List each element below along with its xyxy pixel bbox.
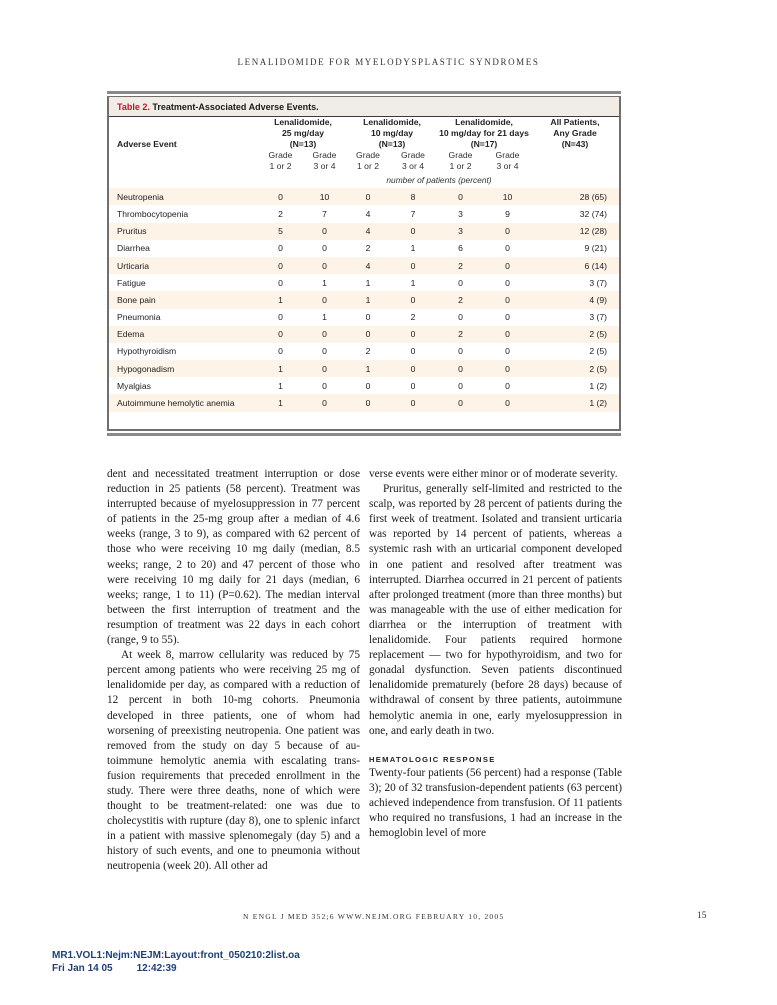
grade-line: Grade (356, 150, 380, 160)
count-cell: 0 (259, 257, 302, 274)
table-body (109, 188, 619, 429)
table-row (109, 309, 619, 326)
all-patients-cell: 1 (2) (531, 394, 619, 411)
table-grid (109, 117, 619, 429)
grade-header (437, 150, 484, 171)
count-cell: 0 (302, 394, 347, 411)
count-cell: 0 (259, 188, 302, 205)
table-bottom-rule (107, 433, 621, 436)
adverse-event-name: Hypothyroidism (117, 346, 177, 357)
group-line: 10 mg/day (370, 128, 414, 138)
adverse-events-table (107, 91, 621, 436)
grade-line: 1 or 2 (357, 160, 379, 171)
count-cell: 0 (484, 326, 531, 343)
adverse-event-name: Edema (109, 326, 259, 343)
all-patients-cell: 4 (9) (531, 291, 619, 308)
table-row (109, 188, 619, 205)
group-line: 10 mg/day for 21 days (439, 128, 529, 138)
blank-cell (109, 171, 259, 188)
count-cell: 1 (322, 277, 327, 288)
all-patients-cell: 28 (65) (531, 188, 619, 205)
table-top-rule (107, 91, 621, 94)
table-row (109, 343, 619, 360)
table-caption (109, 97, 619, 117)
count-cell: 0 (389, 326, 437, 343)
count-cell: 1 (259, 360, 302, 377)
count-cell: 0 (484, 360, 531, 377)
adverse-event-name: Neutropenia (109, 188, 259, 205)
count-cell: 1 (278, 380, 283, 391)
column-header-group-25mg (259, 117, 347, 150)
column-header-all-patients (531, 117, 619, 150)
slug-time: 12:42:39 (136, 963, 177, 974)
count-cell: 0 (458, 380, 463, 391)
count-cell: 0 (505, 312, 510, 323)
count-cell: 1 (347, 291, 389, 308)
count-cell: 0 (365, 380, 371, 391)
count-cell: 0 (389, 291, 437, 308)
table-row (109, 394, 619, 411)
blank-cell (531, 150, 619, 171)
count-cell: 0 (389, 360, 437, 377)
count-cell: 0 (389, 394, 437, 411)
slug-path: MR1.VOL1:Nejm:NEJM:Layout:front_050210:2list.oa (52, 950, 300, 961)
adverse-event-name: Pneumonia (117, 312, 161, 323)
adverse-event-name: Myalgias (117, 380, 151, 391)
grade-line: Grade (495, 150, 520, 160)
unit-note: number of patients (percent) (386, 174, 492, 185)
count-cell: 0 (365, 312, 371, 323)
count-cell: 2 (278, 208, 283, 219)
production-slug (52, 949, 300, 975)
count-cell: 3 (437, 223, 484, 240)
blank-cell (109, 150, 259, 171)
count-cell: 1 (259, 394, 302, 411)
table-row (109, 240, 619, 257)
grade-line: 1 or 2 (269, 160, 292, 171)
count-cell: 0 (347, 394, 389, 411)
adverse-event-name: Fatigue (117, 277, 146, 288)
count-cell: 0 (389, 223, 437, 240)
paragraph: At week 8, marrow cellularity was reduced by 75 percent among patients who were receiving 25 mg of lenalidomide per day, as compared with a reduction of 12 percent in both 10-mg cohorts. Pneumonia developed in three patients, one of whom had worsening of preexisting neutropenia. One patient was removed from the study on day 5 because of autoimmune hemolytic anemia with escalating transfusion requirements that preceded enrollment in the study. There were three deaths, none of which were thought to be treatment-related: one was due to cholecystitis with rupture (day 8), one to splenic infarct in a patient with massive splenomegaly (day 5) and a history of such events, and one to pneumonia without neutropenia (week 20). All other ad (107, 649, 360, 873)
count-cell: 1 (410, 277, 416, 288)
grade-line: Grade (268, 150, 293, 160)
count-cell: 9 (505, 208, 510, 219)
count-cell: 0 (347, 326, 389, 343)
all-patients-cell: 3 (7) (589, 312, 607, 323)
count-cell: 0 (410, 346, 416, 357)
paragraph: Twenty-four patients (56 percent) had a response (Table 3); 20 of 32 transfusion-dependent patients (63 percent) achieved independence from transfusion. Of 11 patients who required no transfusions, 1 had an increase in the hemoglobin level of more (369, 766, 622, 840)
group-line: (N=13) (378, 139, 406, 149)
group-line: Lenalidomide, (363, 117, 421, 127)
group-line: All Patients, (550, 117, 600, 127)
count-cell: 6 (458, 243, 463, 254)
count-cell: 0 (278, 243, 283, 254)
count-cell: 0 (302, 223, 347, 240)
header-row-grades (109, 150, 619, 171)
count-cell: 0 (458, 277, 463, 288)
count-cell: 0 (458, 346, 463, 357)
adverse-event-name: Diarrhea (117, 243, 150, 254)
all-patients-cell: 6 (14) (531, 257, 619, 274)
count-cell: 2 (437, 326, 484, 343)
count-cell: 0 (259, 326, 302, 343)
count-cell: 1 (365, 277, 371, 288)
count-cell: 0 (437, 394, 484, 411)
paragraph: Pruritus, generally self-limited and restricted to the scalp, was reported by 28 percent of patients during the first week of treatment. Isolated and transient urticaria was reported by 14 percent of patients, whereas a systemic rash with an urticarial component developed in one patient and resolved after treatment was interrupted. Diarrhea occurred in 21 percent of patients after prolonged treatment (more than three months) but was manageable with the use of either medication for diarrhea or the interruption of treatment with lenalidomide. Four patients required hormone replacement — two for hypothyroidism, and two for gonadal dysfunction. Seven patients discontinued lenalidomide prematurely (before 28 days) because of withdrawal of consent by three patients, autoimmune hemolytic anemia in one, early myelosuppression in one, and early death in two. (369, 483, 622, 737)
count-cell: 4 (365, 208, 371, 219)
count-cell: 0 (437, 360, 484, 377)
all-patients-cell: 2 (5) (589, 346, 607, 357)
count-cell: 0 (484, 257, 531, 274)
paragraph: verse events were either minor or of moderate severity. (369, 468, 618, 480)
count-cell: 3 (458, 208, 463, 219)
count-cell: 0 (322, 243, 327, 254)
grade-header (259, 150, 302, 171)
slug-date: Fri Jan 14 05 (52, 963, 113, 974)
all-patients-cell: 32 (74) (579, 208, 607, 219)
group-line: 25 mg/day (281, 128, 325, 138)
count-cell: 0 (278, 312, 283, 323)
group-line: (N=13) (289, 139, 317, 149)
all-patients-cell: 3 (7) (589, 277, 607, 288)
count-cell: 4 (347, 223, 389, 240)
table-row (109, 291, 619, 308)
count-cell: 2 (437, 291, 484, 308)
grade-line: 3 or 4 (496, 160, 519, 171)
count-cell: 0 (278, 277, 283, 288)
all-patients-cell: 2 (5) (531, 326, 619, 343)
all-patients-cell: 2 (5) (531, 360, 619, 377)
count-cell: 7 (410, 208, 416, 219)
all-patients-cell: 9 (21) (584, 243, 607, 254)
count-cell: 0 (484, 291, 531, 308)
count-cell: 0 (302, 326, 347, 343)
grade-line: Grade (401, 150, 425, 160)
count-cell: 7 (322, 208, 327, 219)
slug-timestamp (52, 962, 300, 975)
adverse-event-name: Bone pain (109, 291, 259, 308)
adverse-event-name: Hypogonadism (109, 360, 259, 377)
count-cell: 5 (259, 223, 302, 240)
count-cell: 0 (302, 360, 347, 377)
table-row (109, 274, 619, 291)
header-row-groups (109, 117, 619, 150)
count-cell: 2 (365, 243, 371, 254)
grade-header (302, 150, 347, 171)
text-column-left (107, 467, 360, 875)
paragraph: dent and necessitated treatment interruption or dose reduction in 25 patients (58 percent). Treatment was interrupted because of myelosuppression in 77 percent of patients in the 25-mg group after a median of 4.6 weeks (range, 3 to 9), as compared with 62 percent of those who were receiving 10 mg daily (median, 8.5 weeks; range, 2 to 20) and 47 percent of those who were receiving 10 mg daily for 21 days (median, 6 weeks; range, 1 to 11) (P=​0.62). The median interval between the first interruption of treatment and the resumption of treatment was 22 days in each cohort (range, 9 to 55). (107, 468, 360, 647)
table-frame (107, 96, 621, 431)
grade-header (389, 150, 437, 171)
blank-cell (109, 412, 619, 429)
column-header-group-10mg (347, 117, 437, 150)
grade-header (347, 150, 389, 171)
table-row (109, 257, 619, 274)
count-cell: 4 (347, 257, 389, 274)
count-cell: 10 (302, 188, 347, 205)
text-column-right (369, 467, 622, 841)
count-cell: 2 (365, 346, 371, 357)
column-header-group-10mg-21days (437, 117, 531, 150)
page-number: 15 (697, 911, 707, 921)
count-cell: 2 (410, 312, 416, 323)
count-cell: 8 (389, 188, 437, 205)
count-cell: 1 (259, 291, 302, 308)
count-cell: 10 (484, 188, 531, 205)
table-row (109, 223, 619, 240)
column-header-adverse-event: Adverse Event (117, 139, 177, 149)
adverse-event-name: Thrombocytopenia (117, 208, 189, 219)
table-row (109, 377, 619, 394)
all-patients-cell: 12 (28) (531, 223, 619, 240)
count-cell: 0 (302, 257, 347, 274)
grade-header (484, 150, 531, 171)
count-cell: 0 (505, 243, 510, 254)
grade-line: 1 or 2 (449, 160, 472, 171)
count-cell: 2 (437, 257, 484, 274)
count-cell: 0 (484, 394, 531, 411)
grade-line: Grade (312, 150, 337, 160)
grade-line: Grade (448, 150, 473, 160)
count-cell: 0 (410, 380, 416, 391)
count-cell: 0 (505, 346, 510, 357)
journal-citation: N ENGL J MED 352;6 WWW.NEJM.ORG FEBRUARY 10, 2005 (243, 912, 505, 921)
grade-line: 3 or 4 (402, 160, 424, 171)
count-cell: 0 (505, 380, 510, 391)
count-cell: 1 (410, 243, 416, 254)
adverse-event-name: Urticaria (109, 257, 259, 274)
adverse-event-name: Pruritus (109, 223, 259, 240)
group-line: (N=43) (561, 139, 589, 149)
table-label: Table 2. (117, 102, 150, 112)
count-cell: 0 (389, 257, 437, 274)
group-line: (N=17) (470, 139, 498, 149)
group-line: Lenalidomide, (274, 117, 332, 127)
group-line: Lenalidomide, (455, 117, 513, 127)
table-bottom-padding (109, 412, 619, 429)
count-cell: 0 (278, 346, 283, 357)
group-line: Any Grade (553, 128, 597, 138)
count-cell: 0 (322, 380, 327, 391)
grade-line: 3 or 4 (313, 160, 336, 171)
count-cell: 0 (484, 223, 531, 240)
header-row-unit (109, 171, 619, 188)
running-head: LENALIDOMIDE FOR MYELODYSPLASTIC SYNDROMES (237, 57, 540, 67)
section-heading: HEMATOLOGIC RESPONSE (369, 754, 496, 764)
adverse-event-name: Autoimmune hemolytic anemia (109, 394, 259, 411)
count-cell: 0 (437, 188, 484, 205)
table-row (109, 360, 619, 377)
table-row (109, 326, 619, 343)
count-cell: 0 (505, 277, 510, 288)
count-cell: 0 (347, 188, 389, 205)
count-cell: 0 (322, 346, 327, 357)
all-patients-cell: 1 (2) (589, 380, 607, 391)
table-title: Treatment-Associated Adverse Events. (152, 102, 319, 112)
count-cell: 0 (458, 312, 463, 323)
count-cell: 0 (302, 291, 347, 308)
count-cell: 1 (347, 360, 389, 377)
table-row (109, 205, 619, 222)
count-cell: 1 (322, 312, 327, 323)
